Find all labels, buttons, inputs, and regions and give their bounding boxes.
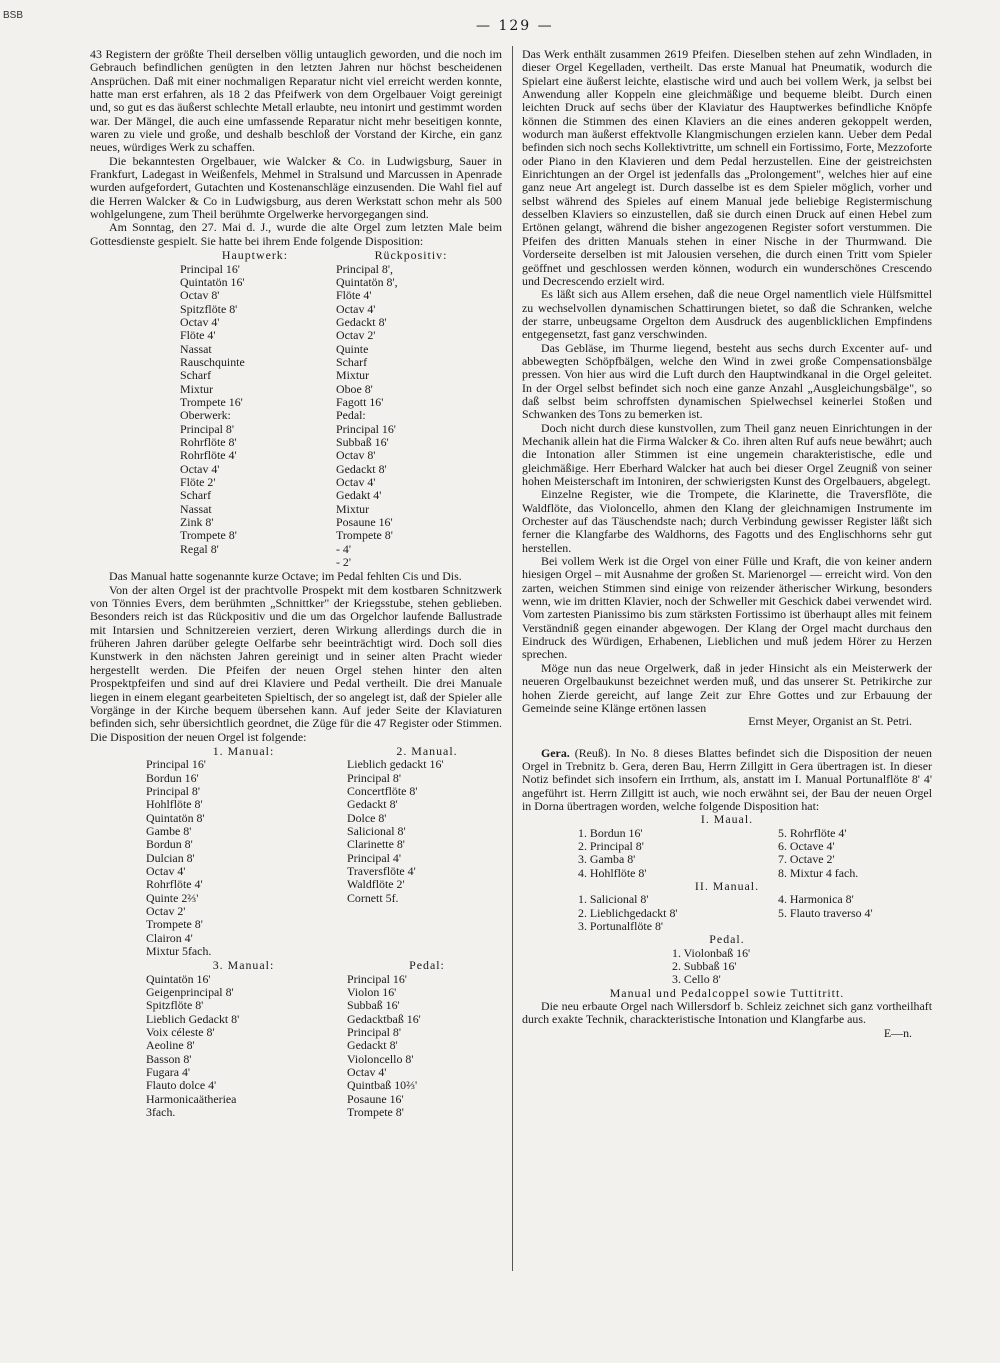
disposition-stop: 3. Cello 8' xyxy=(672,972,721,987)
disposition-stop: Octav 2' xyxy=(336,328,376,343)
disposition-stop xyxy=(347,905,507,918)
gera-manual1-title: I. Maual. xyxy=(700,812,754,827)
disposition-stop: 7. Octave 2' xyxy=(778,852,835,867)
paragraph: Das Gebläse, im Thurme liegend, besteht aus sechs durch Excenter auf- und abbewegten Schöpfbälgen, welche den Wind in zwei große Compensationsbälge pressen. Von hier aus wird die Luft durch den Hauptwindkanal in die Orgel geleitet. In der Orgel selbst befindet sich noch eine ganze Anzahl „Ausgleichungsbälge", so daß selbst beim schroffsten dynamischen Spielwechsel keinerlei Stoßen und Schwanken des Tons zu bemerken ist. xyxy=(522,340,932,422)
paragraph: Die neu erbaute Orgel nach Willersdorf b. Schleiz zeichnet sich ganz vortheilhaft durch exakte Technik, charackteristische Intonation und Klangfarbe aus. xyxy=(522,999,932,1027)
paragraph: Möge nun das neue Orgelwerk, daß in jeder Hinsicht als ein Meisterwerk der neueren Orgelbaukunst bezeichnet werden muß, und das unserer St. Petrikirche zur hohen Zierde gereicht, auf lange Zeit zur Ehre Gottes und zur Erbauung der Gemeinde seine Klänge ertönen lassen xyxy=(522,660,932,715)
disposition-stop: Principal 8' xyxy=(180,421,234,436)
right-column xyxy=(522,48,932,1040)
disposition-stop: Scharf xyxy=(180,488,212,503)
disposition-stop: 2. Subbaß 16' xyxy=(672,959,737,974)
paragraph: Es läßt sich aus Allem ersehen, daß die neue Orgel namentlich viele Hülfsmittel zu wechselvollen dynamischen Schattirungen bietet, so daß die Schranken, welche der starre, unbeugsame Orgelton dem Ausdruck des augenblicklichen Empfindens entgegensetzt, fast ganz verschwinden. xyxy=(522,287,932,342)
disposition-stop: Scharf xyxy=(180,368,212,383)
disposition-stop: Quintatön 8' xyxy=(146,810,205,825)
new-disposition-manuals xyxy=(146,745,502,959)
disposition-heading: Hauptwerk: xyxy=(221,248,289,263)
paragraph: Das Manual hatte sogenannte kurze Octave; im Pedal fehlten Cis und Dis. xyxy=(109,569,462,584)
disposition-stop: Flöte 4' xyxy=(336,288,372,303)
disposition-stop: Octav 4' xyxy=(180,314,220,329)
disposition-stop: Flauto dolce 4' xyxy=(146,1078,217,1093)
gera-title: Gera. xyxy=(541,745,570,760)
disposition-stop: Gambe 8' xyxy=(146,823,192,838)
disposition-stop: Scharf xyxy=(336,354,368,369)
disposition-stop: 5. Flauto traverso 4' xyxy=(778,905,873,920)
disposition-stop: - 2' xyxy=(336,555,352,570)
disposition-stop: Octav 4' xyxy=(347,1065,387,1080)
disposition-stop: Gedackt 8' xyxy=(347,797,398,812)
disposition-stop: Trompete 16' xyxy=(180,394,243,409)
disposition-stop: Gedackt 8' xyxy=(336,314,387,329)
disposition-stop: Salicional 8' xyxy=(347,823,406,838)
paragraph: Bei vollem Werk ist die Orgel von einer Fülle und Kraft, die von keiner andern hiesigen Orgel – mit Ausnahme der großen St. Marienorgel — erreicht wird. Von den zarten, weichen Stimmen sind einige von reizender ätherischer Wirkung, besonders wenn, wie im dritten Klavier, noch der Schweller mit Geschick dabei verwendet wird. Vom zartesten Pianissimo bis zum stärksten Fortissimo ist überhaupt alles mit feinem Verständniß gegen einander abgewogen. Der Klang der Orgel macht durchaus den Eindruck des Würdigen, Erhabenen, Lieblichen und muß jedem Hörer zu Herzen sprechen. xyxy=(522,554,932,662)
disposition-stop: 8. Mixtur 4 fach. xyxy=(778,865,859,880)
paragraph: Am Sonntag, den 27. Mai d. J., wurde die alte Orgel zum letzten Male beim Gottesdienste gespielt. Sie hatte bei ihrem Ende folgende Disposition: xyxy=(90,220,502,248)
disposition-stop: Mixtur xyxy=(336,501,370,516)
gera-pedal-title: Pedal. xyxy=(709,932,745,947)
disposition-stop: Principal 16' xyxy=(336,421,396,436)
disposition-stop: Rohrflöte 4' xyxy=(180,448,237,463)
old-disposition xyxy=(180,249,502,569)
disposition-stop: Zink 8' xyxy=(180,515,214,530)
disposition-stop: 4. Harmonica 8' xyxy=(778,892,854,907)
disposition-stop: Violon 16' xyxy=(347,985,397,1000)
disposition-stop: Trompete 8' xyxy=(336,528,393,543)
gera-pedal xyxy=(672,947,932,987)
disposition-heading: Rückpositiv: xyxy=(374,248,448,263)
column-divider xyxy=(512,46,513,1271)
disposition-stop: Lieblich gedackt 16' xyxy=(347,757,444,772)
paragraph: Einzelne Register, wie die Trompete, die Klarinette, die Traversflöte, die Waldflöte, das Violoncello, ahmen den Klang der gleichnamigen Instrumente im Orchester auf das Täuschendste nach; durch Verbindung gewisser Register läßt sich ferner die Klangfarbe des Waldhorns, des Fagotts und des Englischhorns sehr gut herstellen. xyxy=(522,487,932,555)
disposition-stop: 3fach. xyxy=(146,1105,176,1120)
gera-manual1 xyxy=(578,827,932,880)
paragraph: 43 Registern der größte Theil derselben völlig untauglich geworden, und die noch im Gebrauch befindlichen genügten in den letzten Jahren nur höchst bescheidenen Ansprüchen. Daß mit einer nochmaligen Reparatur nicht viel erreicht werden konnte, hatte man erst erfahren, als 18 2 das Pfeifwerk von dem Orgelbauer Voigt gereinigt und, so gut es das äußerst schlechte Metall erlaubte, neu intonirt und gestimmt worden war. Der Mängel, die auch eine umfassende Reparatur nicht mehr beseitigen konnte, waren zu viele und große, und deshalb beschloß der Vorstand der Kirche, ein ganz neues, würdiges Werk zu schaffen. xyxy=(90,47,502,155)
disposition-stop: 5. Rohrflöte 4' xyxy=(778,825,847,840)
disposition-stop: Rohrflöte 8' xyxy=(180,434,237,449)
disposition-stop xyxy=(347,932,507,945)
disposition-stop: 2. Lieblichgedackt 8' xyxy=(578,905,678,920)
disposition-stop: Dulcian 8' xyxy=(146,850,195,865)
disposition-stop: Geigenprincipal 8' xyxy=(146,985,234,1000)
disposition-stop: Principal 8', xyxy=(336,261,393,276)
gera-article xyxy=(522,747,932,814)
disposition-stop: Waldflöte 2' xyxy=(347,877,405,892)
disposition-stop: Quinte 2⅔' xyxy=(146,890,199,905)
disposition-heading: 1. Manual: xyxy=(212,743,275,758)
paragraph: Von der alten Orgel ist der prachtvolle Prospekt mit dem kostbaren Schnitzwerk von Tönnies Evers, dem berühmten „Schnittker" der Kriegsstube, stehen geblieben. Besonders reich ist das Rückpositiv und die um das Orgelchor laufende Ballustrade mit Intarsien und Schnitzereien verziert, deren Wirkung allerdings durch die in früheren Jahren darüber gelegte Oelfarbe sehr beeinträchtigt wird. Doch soll dies Kunstwerk in den nächsten Jahren gereinigt und in seiner alten Pracht wieder hergestellt werden. Die Pfeifen der neuen Orgel stehen hinter den alten Prospektpfeifen und sind auf drei Klaviere und Pedal vertheilt. Die drei Manuale liegen in einem elegant gearbeiteten Spieltisch, der so angelegt ist, daß der Spieler alle Vorgänge in der Kirche bequem übersehen kann. Auf jeder Seite der Klaviaturen befinden sich, sehr übersichtlich geordnet, die Züge für die 47 Register oder Stimmen. Die Disposition der neuen Orgel ist folgende: xyxy=(90,582,502,744)
disposition-stop xyxy=(180,556,330,569)
disposition-stop: Oberwerk: xyxy=(180,408,231,423)
disposition-stop: Subbaß 16' xyxy=(336,434,389,449)
disposition-stop: Principal 8' xyxy=(347,1025,401,1040)
new-disposition-manual3-pedal xyxy=(146,959,502,1119)
disposition-stop: Clairon 4' xyxy=(146,930,193,945)
disposition-stop: Traversflöte 4' xyxy=(347,863,416,878)
disposition-stop: Trompete 8' xyxy=(146,917,203,932)
disposition-stop: Basson 8' xyxy=(146,1051,192,1066)
paragraph: Doch nicht durch diese kunstvollen, zum Theil ganz neuen Einrichtungen in der Mechanik allein hat die Firma Walcker & Co. ihren alten Ruf aufs neue bewährt; auch die Intonation aller Stimmen ist eine ungemein charakteristische, edle und gleichmäßige. Herr Eberhard Walcker hat auch bei dieser Orgel Zeugniß von seiner hohen Meisterschaft im Intoniren, der schwierigsten Kunst des Orgelbauers, abgelegt. xyxy=(522,420,932,488)
disposition-stop: Mixtur 5fach. xyxy=(146,944,212,959)
disposition-stop: Principal 8' xyxy=(146,783,200,798)
disposition-stop: Quintatön 8', xyxy=(336,274,398,289)
disposition-stop: Principal 16' xyxy=(347,971,407,986)
disposition-stop: Rohrflöte 4' xyxy=(146,877,203,892)
gera-signature: E—n. xyxy=(883,1025,912,1040)
gera-manual2 xyxy=(578,893,932,933)
disposition-stop: Hohlflöte 8' xyxy=(146,797,203,812)
paragraph: Das Werk enthält zusammen 2619 Pfeifen. Dieselben stehen auf zehn Windladen, in dieser Orgel Kegelladen, vertheilt. Das erste Manual hat Pneumatik, wodurch die Spielart eine äußerst leichte, elastische wird und auch bei vollem Werk, ja selbst bei Anwendung aller Koppeln eine gleichmäßige und bequeme bleibt. Durch einen leichten Druck auf sechs über der Klaviatur des Hauptwerkes befindliche Knöpfe können die Stimmen des einen Klaviers an die eines anderen gekoppelt werden, wodurch man äußerst effektvolle Klangmischungen erzielen kann. Ueber dem Pedal befinden sich noch sechs Kollektivtritte, um schnell ein Fortissimo, Forte, Mezzoforte oder Piano in den Klavieren und dem Pedal herzustellen. Eine der geistreichsten Einrichtungen an der Orgel ist jedenfalls das „Prolongement", welches hier auf eine ganz neue Art angelegt ist. Durch dasselbe ist es dem Spieler möglich, vorher und selbst während des Spieles auf einem Manual jede beliebige Registermischung desselben Klaviers so einzustellen, daß sie durch einen Druck auf einen Hebel zum Ertönen gelangt, während die bisher angezogenen Register sofort verstummen. Die Pfeifen des dritten Manuals stehen in einer Nische in der Thurmwand. Die Vorderseite derselben ist mit Jalousien versehen, die durch einen Tritt vom Spieler geöffnet und geschlossen werden können, wodurch ein wunderschönes Crescendo und Decrescendo erzielt wird. xyxy=(522,47,932,288)
disposition-stop: Gedakt 4' xyxy=(336,488,382,503)
disposition-stop: 3. Gamba 8' xyxy=(578,852,636,867)
disposition-stop: Gedacktbaß 16' xyxy=(347,1011,421,1026)
disposition-stop xyxy=(347,945,507,958)
disposition-heading: Pedal: xyxy=(409,958,445,973)
disposition-heading: 3. Manual: xyxy=(212,958,275,973)
disposition-stop: Octav 8' xyxy=(180,288,220,303)
disposition-stop: Quintatön 16' xyxy=(146,971,211,986)
disposition-stop: Quintbaß 10⅔' xyxy=(347,1078,418,1093)
disposition-stop: Octav 2' xyxy=(146,904,186,918)
signature: Ernst Meyer, Organist an St. Petri. xyxy=(748,714,912,729)
disposition-stop: Octav 4' xyxy=(336,475,376,489)
disposition-stop: 1. Bordun 16' xyxy=(578,825,643,840)
disposition-stop: Dolce 8' xyxy=(347,810,387,825)
disposition-stop: Lieblich Gedackt 8' xyxy=(146,1011,240,1026)
disposition-stop: Principal 4' xyxy=(347,850,401,865)
disposition-stop: Octav 8' xyxy=(336,448,376,463)
disposition-stop: Nassat xyxy=(180,501,212,516)
disposition-stop: Aeoline 8' xyxy=(146,1038,195,1053)
disposition-stop xyxy=(347,918,507,931)
disposition-stop: Mixtur xyxy=(336,368,370,383)
disposition-heading: 2. Manual. xyxy=(396,743,458,758)
disposition-stop: Trompete 8' xyxy=(347,1105,404,1120)
disposition-stop: Principal 16' xyxy=(180,261,240,276)
disposition-stop: 2. Principal 8' xyxy=(578,838,644,853)
disposition-stop: 3. Portunalflöte 8' xyxy=(578,919,664,933)
disposition-stop xyxy=(778,920,928,933)
disposition-stop: Trompete 8' xyxy=(180,528,237,543)
disposition-stop: Bordun 8' xyxy=(146,837,193,852)
disposition-stop: Octav 4' xyxy=(336,301,376,316)
gera-text: (Reuß). In No. 8 dieses Blattes befindet sich die Disposition der neuen Orgel in Trebnitz b. Gera, deren Bau, Herrn Zillgitt in Gera übertragen ist. In dieser Notiz befindet sich insofern ein Irrthum, als, anstatt im I. Manual Portunalflöte 8' 4' angeführt ist. Herrn Zillgitt ist auch, wie noch erwähnt sei, der Bau der neuen Orgel in Dorna übertragen worden, welche folgende Disposition hat: xyxy=(522,745,932,813)
disposition-stop: Flöte 2' xyxy=(180,475,216,489)
disposition-stop: Quintatön 16' xyxy=(180,274,245,289)
disposition-stop: Octav 4' xyxy=(180,461,220,476)
disposition-stop: - 4' xyxy=(336,541,352,556)
library-stamp: BSB xyxy=(3,10,24,21)
disposition-stop: Spitzflöte 8' xyxy=(180,301,238,316)
disposition-stop: Voix céleste 8' xyxy=(146,1025,215,1040)
disposition-stop: Quinte xyxy=(336,341,369,356)
disposition-stop: Cornett 5f. xyxy=(347,890,399,905)
disposition-stop: Posaune 16' xyxy=(347,1091,404,1106)
disposition-stop: Pedal: xyxy=(336,408,366,423)
disposition-stop: 6. Octave 4' xyxy=(778,838,835,853)
disposition-stop: Gedackt 8' xyxy=(336,461,387,476)
disposition-stop: Rauschquinte xyxy=(180,354,245,369)
disposition-stop: Mixtur xyxy=(180,381,214,396)
left-column xyxy=(90,48,502,1121)
paragraph: Die bekanntesten Orgelbauer, wie Walcker & Co. in Ludwigsburg, Sauer in Frankfurt, Ladegast in Weißenfels, Mehmel in Stralsund und Marcussen in Apenrade wurden aufgefordert, Gutachten und Kostenanschläge einzusenden. Die Wahl fiel auf die Herren Walcker & Co in Ludwigsburg, aus deren Werkstatt schon mehr als 500 wohlgelungene, zum Theil berühmte Orgelwerke hervorgegangen sind. xyxy=(90,153,502,222)
disposition-stop: 1. Salicional 8' xyxy=(578,892,649,907)
page-number: — 129 — xyxy=(476,18,554,34)
disposition-stop: Regal 8' xyxy=(180,541,219,556)
gera-manual2-title: II. Manual. xyxy=(694,878,760,893)
disposition-stop: Posaune 16' xyxy=(336,515,393,530)
disposition-stop: Fagott 16' xyxy=(336,394,384,409)
disposition-stop: Bordun 16' xyxy=(146,770,199,785)
disposition-stop: Clarinette 8' xyxy=(347,837,405,852)
disposition-stop: Harmonicaätheriea xyxy=(146,1091,237,1106)
gera-coupler: Manual und Pedalcoppel sowie Tuttitritt. xyxy=(609,985,845,1000)
disposition-stop: Octav 4' xyxy=(146,863,186,878)
disposition-stop: Concertflöte 8' xyxy=(347,783,418,798)
disposition-stop: 4. Hohlflöte 8' xyxy=(578,865,647,880)
disposition-stop: Spitzflöte 8' xyxy=(146,998,204,1013)
disposition-stop: Nassat xyxy=(180,341,212,356)
disposition-stop: Oboe 8' xyxy=(336,381,373,396)
disposition-stop: Flöte 4' xyxy=(180,328,216,343)
disposition-stop: Fugara 4' xyxy=(146,1065,191,1080)
disposition-stop: Violoncello 8' xyxy=(347,1051,414,1066)
disposition-stop: 1. Violonbaß 16' xyxy=(672,945,751,960)
disposition-stop: Principal 16' xyxy=(146,757,206,772)
disposition-stop: Subbaß 16' xyxy=(347,998,400,1013)
disposition-stop: Gedackt 8' xyxy=(347,1038,398,1053)
disposition-stop: Principal 8' xyxy=(347,770,401,785)
